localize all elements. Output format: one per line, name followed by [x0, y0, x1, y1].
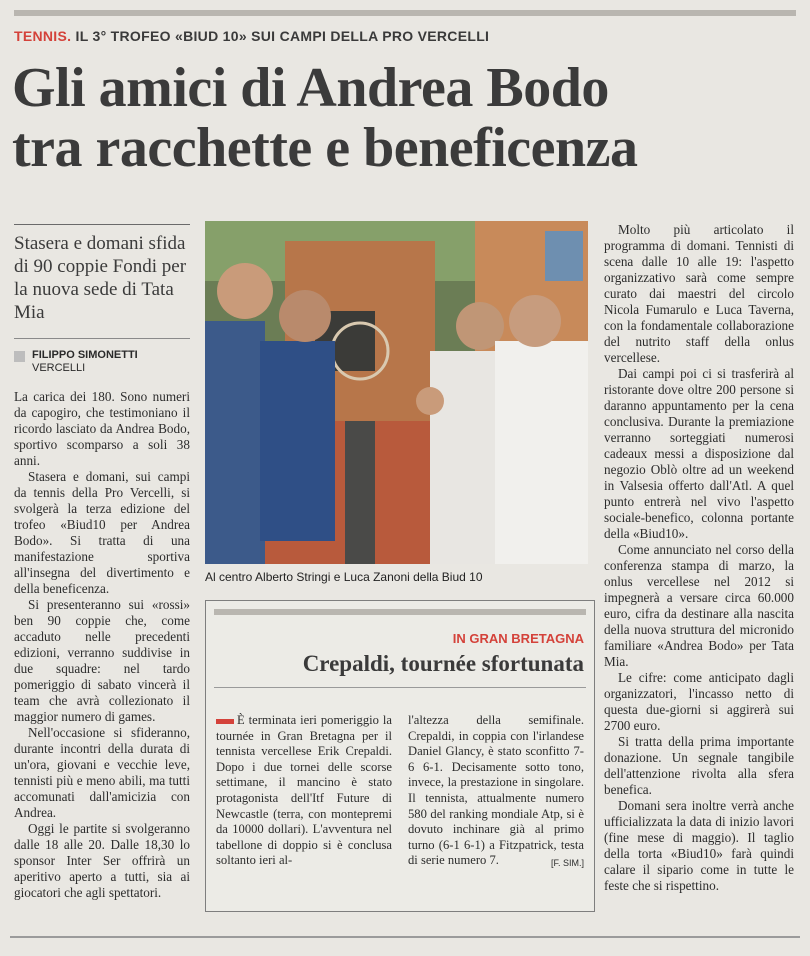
top-rule	[14, 10, 796, 16]
paragraph: La carica dei 180. Sono numeri da capogiro, che testimoniano il ricordo lasciato da Andrea Bodo, sportivo scomparso a soli 38 anni.	[14, 389, 190, 468]
author-signature: [F. SIM.]	[550, 858, 584, 869]
bottom-rule	[10, 936, 800, 938]
article-body-right	[604, 222, 794, 894]
box-column-2	[408, 713, 584, 872]
headline-line-2: tra racchette e beneficenza	[12, 117, 638, 179]
paragraph: Nell'occasione si sfideranno, durante incontri della durata di un'ora, giovani e vecchie leve, tennisti più e meno abili, ma tutti accomunati dall'amicizia con Andrea.	[14, 725, 190, 820]
article-photo	[205, 221, 588, 564]
headline	[12, 58, 802, 178]
photo-caption: Al centro Alberto Stringi e Luca Zanoni della Biud 10	[205, 570, 483, 584]
paragraph: Si tratta della prima importante donazione. Un segnale tangibile dell'attenzione rivolta alla sfera benefica.	[604, 734, 794, 797]
paragraph: Domani sera inoltre verrà anche ufficializzata la data di inizio lavori (fine mese di maggio). Il taglio della torta «Biud10» farà quindi calare il sipario come in tutte le feste che si rispettino.	[604, 798, 794, 893]
box-text-1: È terminata ieri pomeriggio la tournée in Gran Bretagna per il tennista vercellese Erik Crepaldi. Dopo i due tornei delle scorse settimane, il mancino è stato protagonista dell'Itf Future di Newcastle (terra, con montepremi da 10000 dollari). L'avventura nel tabellone di doppio si è conclusa soltanto ieri al-	[216, 713, 392, 868]
red-marker	[216, 719, 234, 724]
paragraph: Oggi le partite si svolgeranno dalle 18 alle 20. Dalle 18,30 lo sponsor Inter Ser offrirà un aperitivo aperto a tutti, sia ai giocatori che agli spettatori.	[14, 821, 190, 900]
right-column	[604, 222, 794, 894]
paragraph: Stasera e domani, sui campi da tennis della Pro Vercelli, si svolgerà la terza edizione del trofeo «Biud10 per Andrea Bodo». Si tratta di una manifestazione sportiva all'insegna del divertimento e della beneficenza.	[14, 469, 190, 596]
left-column	[14, 224, 190, 901]
photo-illustration	[205, 221, 588, 564]
paragraph: Si presenteranno sui «rossi» ben 90 coppie che, come accaduto nelle precedenti edizioni, verranno suddivise in due squadre: nel tardo pomeriggio di sabato vincerà il team che avrà collezionato il maggior numero di games.	[14, 597, 190, 724]
byline	[14, 338, 190, 375]
section-label: TENNIS.	[14, 28, 72, 44]
kicker-text: IL 3° TROFEO «BIUD 10» SUI CAMPI DELLA PRO VERCELLI	[71, 28, 490, 44]
paragraph: Dai campi poi ci si trasferirà al ristorante dove oltre 200 persone si daranno appuntamento per la cena conclusiva. Durante la premiazione verranno sorteggiati numerosi cadeaux messi a disposizione dal negozio Oblò oltre ad un weekend in Valsesia offerto dall'Atl. A quel punto entrerà nel vivo l'aspetto sociale-benefico, colonna portante della «Biud10».	[604, 366, 794, 541]
box-text-2: l'altezza della semifinale. Crepaldi, in coppia con l'irlandese Daniel Glancy, è stato sconfitto 7-6 6-1. Decisamente sotto tono, invece, la prestazione in singolare. Il tennista, attualmente numero 580 del ranking mondiale Atp, si è dovuto inchinare già al primo turno (6-1 6-1) a Fitzpatrick, testa di serie numero 7.	[408, 713, 584, 868]
byline-place: VERCELLI	[32, 362, 86, 374]
box-title: Crepaldi, tournée sfortunata	[302, 651, 584, 676]
section-kicker	[14, 28, 489, 44]
paragraph: Le cifre: come anticipato dagli organizzatori, l'incasso netto di questa due-giorni si aggirerà sui 2700 euro.	[604, 670, 794, 733]
summary: Stasera e domani sfida di 90 coppie Fondi per la nuova sede di Tata Mia	[14, 224, 190, 324]
paragraph: Molto più articolato il programma di domani. Tennisti di scena dalle 10 alle 19: l'aspetto organizzativo sarà come sempre curato dai maestri del circolo Nicola Fumarulo e Luca Taverna, con la fondamentale collaborazione del nutrito staff della onlus vercellese.	[604, 222, 794, 365]
article-body-left	[14, 389, 190, 901]
author-name: FILIPPO SIMONETTI	[32, 349, 138, 361]
box-kicker: IN GRAN BRETAGNA	[452, 631, 584, 646]
paragraph: Come annunciato nel corso della conferenza stampa di marzo, la onlus vercellese nel 2012 si impegnerà a versare circa 60.000 euro, cifra da destinare alla nascita della nuova struttura del micronido familiare «Andrea Bodo» per Tata Mia.	[604, 542, 794, 669]
box-columns	[216, 713, 584, 872]
sidebar-box	[205, 600, 595, 912]
box-top-rule	[214, 609, 586, 615]
byline-mark	[14, 351, 25, 362]
headline-line-1: Gli amici di Andrea Bodo	[12, 57, 609, 119]
box-divider	[214, 687, 586, 688]
box-column-1	[216, 713, 392, 872]
